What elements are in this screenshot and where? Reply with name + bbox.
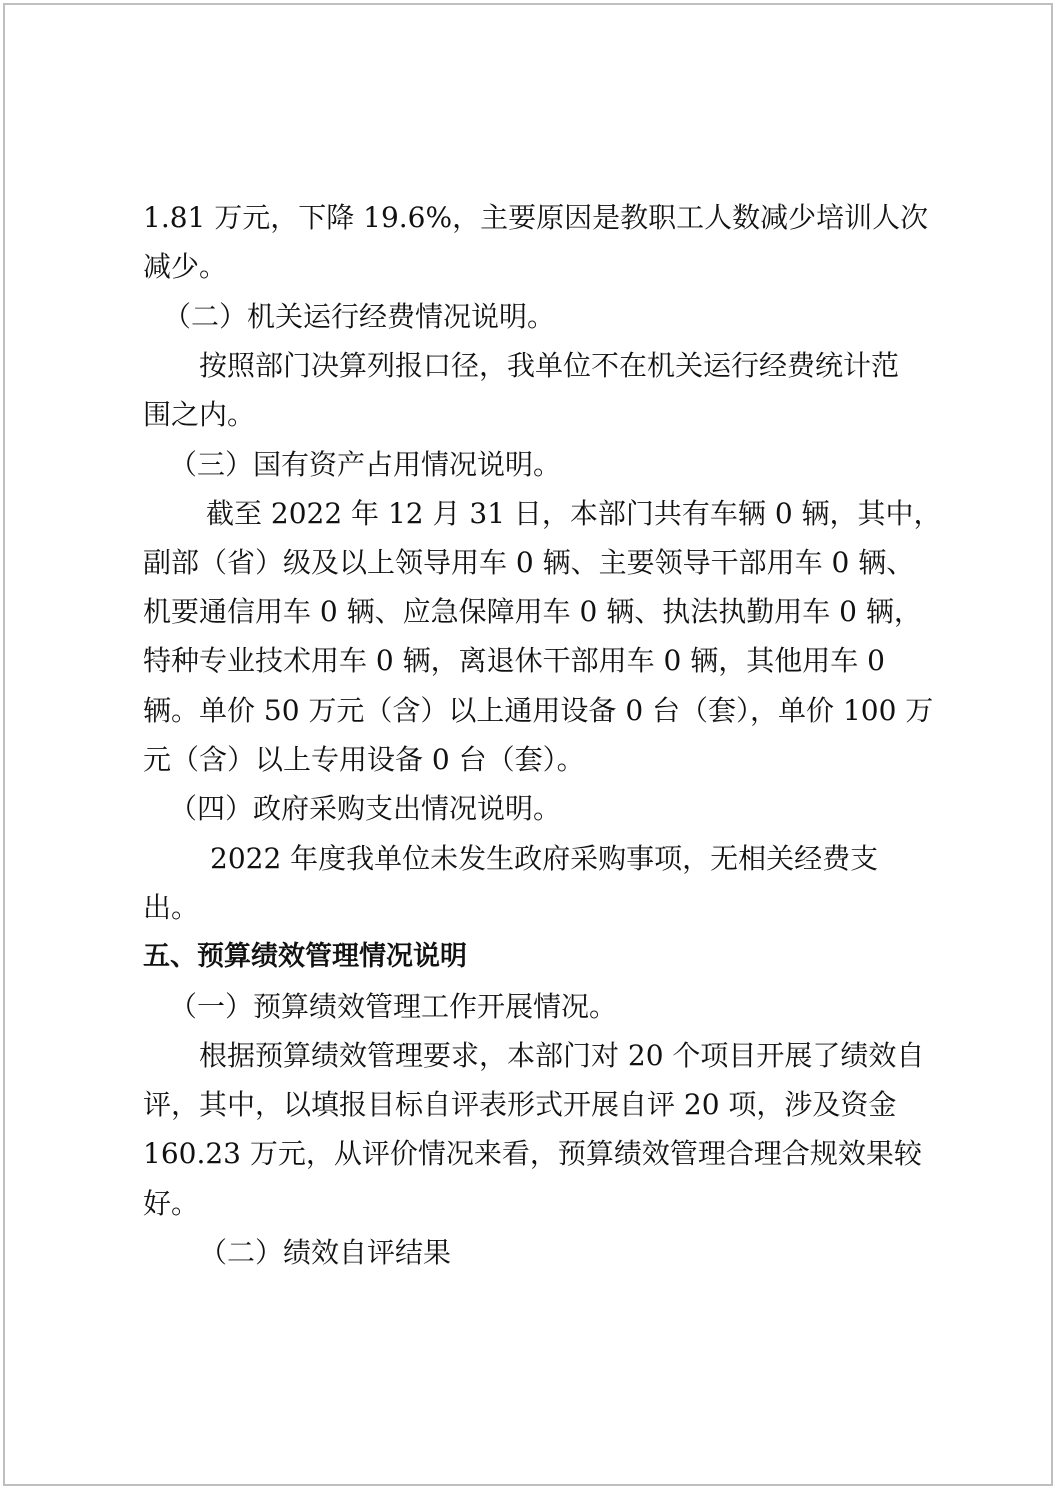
paragraph-line: 减少。 <box>143 250 228 283</box>
paragraph-line: 2022 年度我单位未发生政府采购事项，无相关经费支 <box>210 842 879 875</box>
paragraph-line: 截至 2022 年 12 月 31 日，本部门共有车辆 0 辆，其中， <box>206 497 942 530</box>
paragraph-line: 1.81 万元，下降 19.6%，主要原因是教职工人数减少培训人次 <box>143 201 929 234</box>
section-subheading: （四）政府采购支出情况说明。 <box>169 792 562 825</box>
section-subheading: （三）国有资产占用情况说明。 <box>169 448 562 481</box>
paragraph-line: 按照部门决算列报口径，我单位不在机关运行经费统计范 <box>199 349 900 382</box>
section-subheading: （二）机关运行经费情况说明。 <box>163 300 556 333</box>
paragraph-line: 副部（省）级及以上领导用车 0 辆、主要领导干部用车 0 辆、 <box>143 546 915 579</box>
paragraph-line: 出。 <box>143 891 200 924</box>
section-subheading: （二）绩效自评结果 <box>199 1236 452 1269</box>
paragraph-line: 特种专业技术用车 0 辆，离退休干部用车 0 辆，其他用车 0 <box>143 644 885 677</box>
paragraph-line: 160.23 万元，从评价情况来看，预算绩效管理合理合规效果较 <box>143 1137 922 1170</box>
section-subheading: （一）预算绩效管理工作开展情况。 <box>169 990 618 1023</box>
paragraph-line: 机要通信用车 0 辆、应急保障用车 0 辆、执法执勤用车 0 辆， <box>143 595 922 628</box>
paragraph-line: 围之内。 <box>143 398 256 431</box>
paragraph-line: 元（含）以上专用设备 0 台（套）。 <box>143 743 585 776</box>
paragraph-line: 好。 <box>143 1187 200 1220</box>
section-heading: 五、预算绩效管理情况说明 <box>143 941 467 972</box>
paragraph-line: 根据预算绩效管理要求，本部门对 20 个项目开展了绩效自 <box>199 1039 925 1072</box>
paragraph-line: 辆。单价 50 万元（含）以上通用设备 0 台（套），单价 100 万 <box>143 694 934 727</box>
paragraph-line: 评，其中，以填报目标自评表形式开展自评 20 项，涉及资金 <box>143 1088 897 1121</box>
